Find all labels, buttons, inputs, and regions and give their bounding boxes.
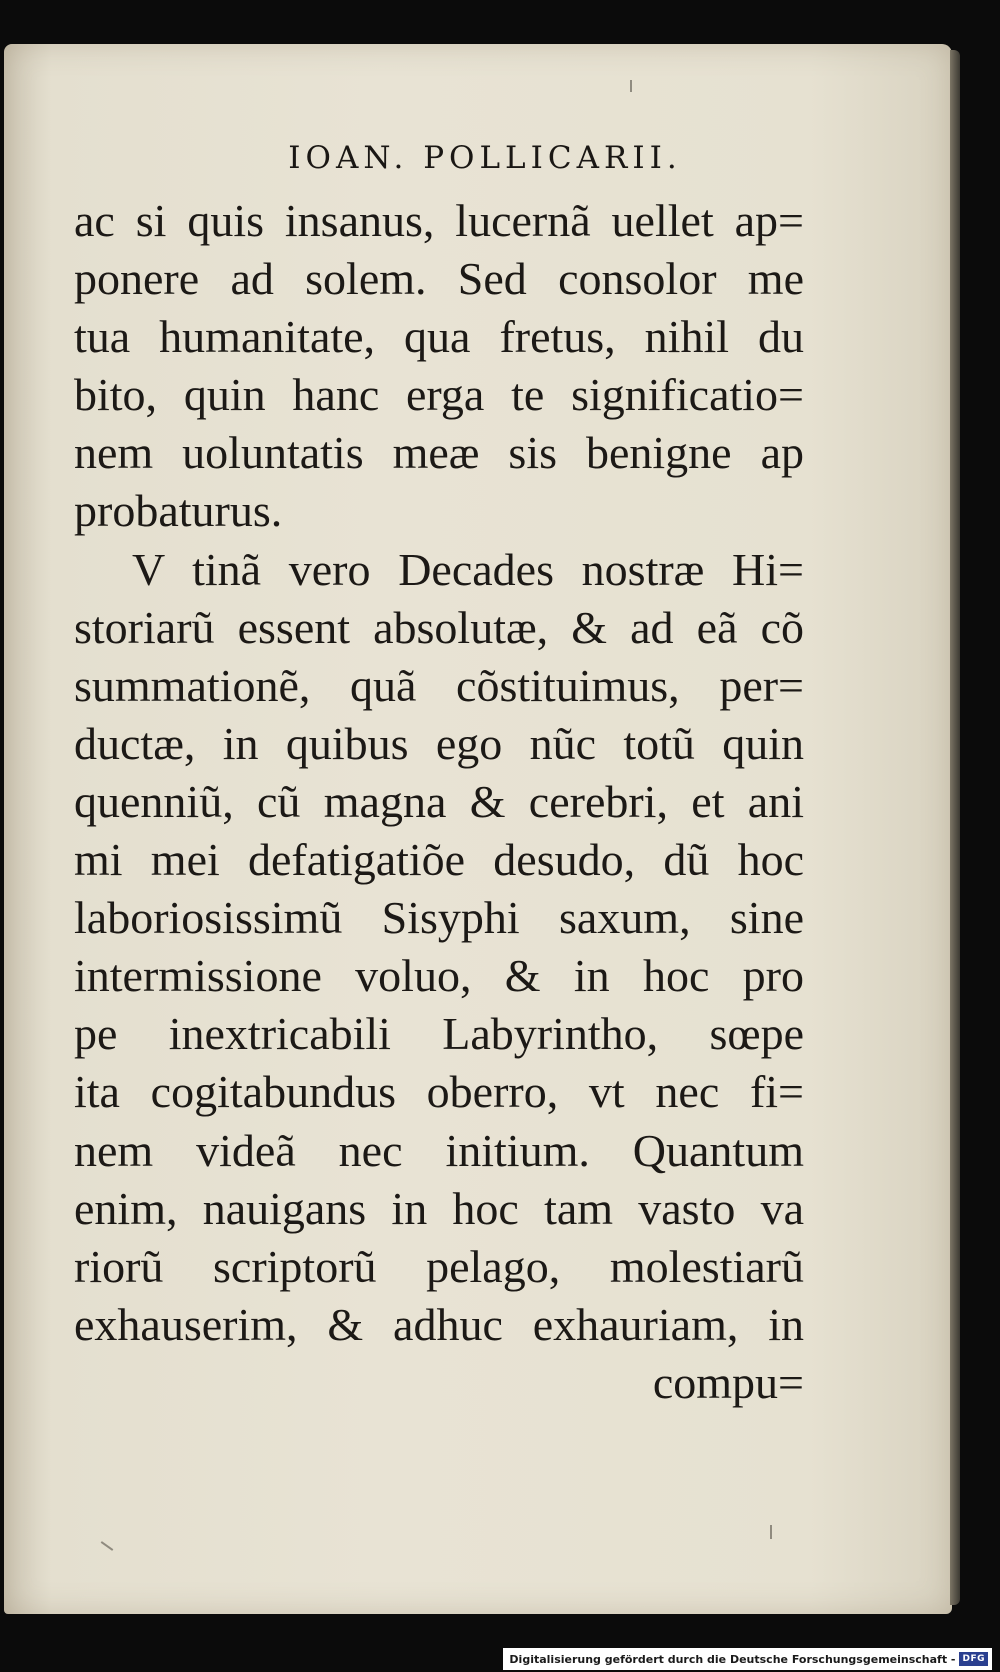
text-line-1: ac si quis insanus, lucernã uellet ap=: [74, 195, 804, 246]
text-line-13: laboriosissimũ Sisyphi saxum, sine: [74, 892, 804, 944]
text-line-6: probaturus.: [74, 485, 283, 537]
text-line-16: ita cogitabundus oberro, vt nec fi=: [74, 1066, 804, 1118]
text-line-14: intermissione voluo, & in hoc pro: [74, 950, 804, 1002]
page-edge: [950, 50, 960, 1605]
body-text: [74, 192, 804, 1412]
paper-speck: [630, 80, 632, 92]
text-line-2: ponere ad solem. Sed consolor me: [74, 253, 804, 305]
text-line-9: summationẽ, quã cõstituimus, per=: [74, 659, 804, 711]
text-line-18: enim, nauigans in hoc tam vasto va: [74, 1182, 804, 1234]
text-line-7: V tinã vero Decades nostræ Hi=: [132, 543, 804, 595]
dfg-logo-icon: DFG: [959, 1652, 988, 1666]
text-line-8: storiarũ essent absolutæ, & ad eã cõ: [74, 601, 804, 653]
credit-text: Digitalisierung gefördert durch die Deutsche Forschungsgemeinschaft -: [509, 1652, 956, 1666]
text-line-20: exhauserim, & adhuc exhauriam, in: [74, 1298, 804, 1350]
text-line-12: mi mei defatigatiõe desudo, dũ hoc: [74, 834, 804, 886]
paper-speck: [770, 1525, 772, 1539]
text-line-15: pe inextricabili Labyrintho, sœpe: [74, 1008, 804, 1060]
text-line-17: nem videã nec initium. Quantum: [74, 1124, 804, 1176]
running-head: [0, 140, 1000, 176]
text-line-3: tua humanitate, qua fretus, nihil du: [74, 311, 804, 363]
running-head-text: IOAN. POLLICARII.: [288, 140, 682, 176]
text-line-10: ductæ, in quibus ego nũc totũ quin: [74, 717, 804, 769]
digitization-credit: [503, 1648, 992, 1670]
text-line-11: quenniũ, cũ magna & cerebri, et ani: [74, 775, 804, 827]
text-line-5: nem uoluntatis meæ sis benigne ap: [74, 427, 804, 479]
text-line-4: bito, quin hanc erga te significatio=: [74, 369, 804, 421]
text-line-19: riorũ scriptorũ pelago, molestiarũ: [74, 1240, 804, 1292]
catchword: compu=: [652, 1356, 804, 1408]
